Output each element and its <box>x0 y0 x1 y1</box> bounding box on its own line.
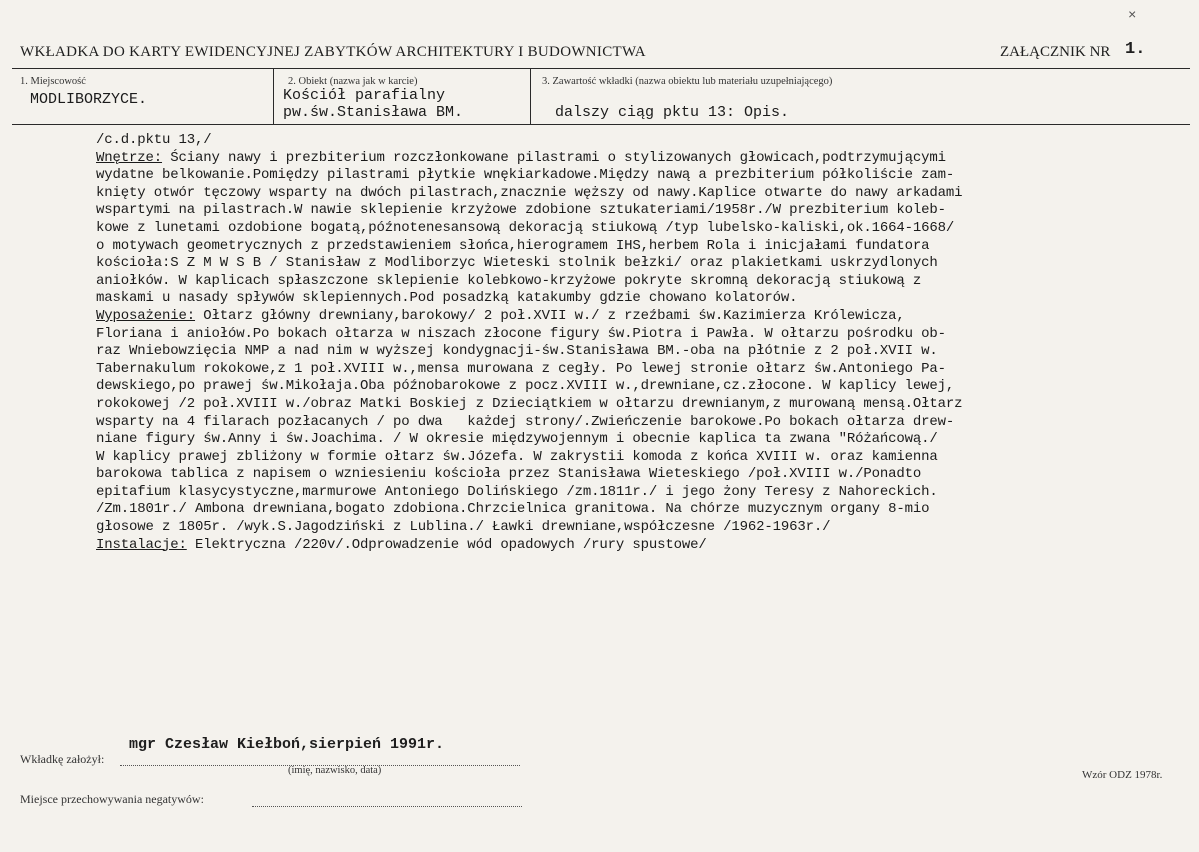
body-line: kowe z lunetami ozdobione bogatą,późnotenesansową dekoracją stiukową /typ lubelsko-kaliski,ok.1664-1668/ <box>96 219 955 236</box>
object-value-line1: Kościół parafialny <box>283 87 446 104</box>
negatives-dotted-line <box>252 805 522 807</box>
body-line: /Zm.1801r./ Ambona drewniana,bogato zdobiona.Chrzcielnica granitowa. Na chórze muzycznym organy 8-mio <box>96 501 930 518</box>
place-label: 1. Miejscowość <box>20 76 86 87</box>
field-divider-2 <box>530 68 531 124</box>
attachment-number: 1. <box>1125 40 1146 59</box>
author-signature: mgr Czesław Kiełboń,sierpień 1991r. <box>129 736 445 753</box>
body-line: Wyposażenie: Ołtarz główny drewniany,barokowy/ 2 poł.XVII w./ z rzeźbami św.Kazimierza Królewicza, <box>96 307 905 324</box>
negatives-label: Miejsce przechowywania negatywów: <box>20 792 204 806</box>
body-line: Tabernakulum rokokowe,z 1 poł.XVIII w.,mensa murowana z cegły. Po lewej stronie ołtarz św.Antoniego Pa- <box>96 360 946 377</box>
body-line: W kaplicy prawej zbliżony w formie ołtarz św.Józefa. W zakrystii komoda z końca XVIII w. oraz kamienna <box>96 448 938 465</box>
body-line: aniołków. W kaplicach spłaszczone sklepienie kolebkowo-krzyżowe pokryte skromną dekoracją stiukową z <box>96 272 922 289</box>
body-line: wsparty na 4 filarach pozłacanych / po dwa każdej strony/.Zwieńczenie barokowe.Po bokach ołtarza drew- <box>96 413 955 430</box>
body-line: epitafium klasycystyczne,marmurowe Antoniego Dolińskiego /zm.1811r./ i jego żony Teresy z Nahoreckich. <box>96 483 938 500</box>
corner-mark: × <box>1128 8 1137 24</box>
body-line: rokokowej /2 poł.XVIII w./obraz Matki Boskiej z Dzieciątkiem w ołtarzu drewnianym,z murowaną mensą.Ołtarz <box>96 395 963 412</box>
body-line: kościoła:S Z M W S B / Stanisław z Modliborzyc Wieteski stolnik bełzki/ oraz plakietkami uskrzydlonych <box>96 255 938 272</box>
body-line: barokowa tablica z napisem o wzniesieniu kościoła przez Stanisława Wieteskiego /poł.XVIII w./Ponadto <box>96 466 922 483</box>
section-heading: Instalacje: <box>96 536 187 553</box>
body-line: wspartymi na pilastrach.W nawie sklepienie krzyżowe zdobione sztukateriami/1958r./W prezbiterium koleb- <box>96 202 946 219</box>
object-value-line2: pw.św.Stanisława BM. <box>283 104 464 121</box>
content-label: 3. Zawartość wkładki (nazwa obiektu lub materiału uzupełniającego) <box>542 76 833 87</box>
body-line: Floriana i aniołów.Po bokach ołtarza w niszach złocone figury św.Piotra i Pawła. W ołtarzu pośrodku ob- <box>96 325 946 342</box>
made-by-label: Wkładkę założył: <box>20 752 105 766</box>
body-line: dewskiego,po prawej św.Mikołaja.Oba późnobarokowe z pocz.XVIII w.,drewniane,cz.złocone. W kaplicy lewej, <box>96 378 955 395</box>
body-line: niane figury św.Anny i św.Joachima. / W okresie międzywojennym i obecnie kaplica ta zwana "Różańcową./ <box>96 431 938 448</box>
body-line: raz Wniebowzięcia NMP a nad nim w wyższej kondygnacji-św.Stanisława BM.-oba na płótnie z 2 poł.XVII w. <box>96 343 938 360</box>
body-line: wydatne belkowanie.Pomiędzy pilastrami płytkie wnękiarkadowe.Między nawą a prezbiterium półkoliście zam- <box>96 167 955 184</box>
header-bottom-rule <box>12 124 1190 125</box>
description-body <box>96 132 962 554</box>
body-line: knięty otwór tęczowy wsparty na dwóch pilastrach,znacznie węższy od nawy.Kaplice otwarte do nawy arkadami <box>96 184 963 201</box>
body-line: o motywach geometrycznych z przedstawieniem słońca,hierogramem IHS,herbem Rola i inicjałami fundatora <box>96 237 930 254</box>
content-value: dalszy ciąg pktu 13: Opis. <box>555 104 790 121</box>
object-label: 2. Obiekt (nazwa jak w karcie) <box>288 76 418 87</box>
attachment-label: ZAŁĄCZNIK NR <box>1000 44 1111 60</box>
made-by-hint: (imię, nazwisko, data) <box>288 765 382 776</box>
place-value: MODLIBORZYCE. <box>30 91 148 108</box>
form-code: Wzór ODZ 1978r. <box>1082 769 1163 781</box>
body-line: Instalacje: Elektryczna /220v/.Odprowadzenie wód opadowych /rury spustowe/ <box>96 536 707 553</box>
body-line: Wnętrze: Ściany nawy i prezbiterium rozczłonkowane pilastrami o stylizowanych głowicach,podtrzymującymi <box>96 149 946 166</box>
header-top-rule <box>12 68 1190 69</box>
body-line: głosowe z 1805r. /wyk.S.Jagodziński z Lublina./ Ławki drewniane,współczesne /1962-1963r./ <box>96 519 831 536</box>
field-divider-1 <box>273 68 274 124</box>
body-line: maskami u nasady spływów sklepiennych.Pod posadzką katakumby gdzie chowano kolatorów. <box>96 290 798 307</box>
body-line: /c.d.pktu 13,/ <box>96 132 212 148</box>
card-title: WKŁADKA DO KARTY EWIDENCYJNEJ ZABYTKÓW ARCHITEKTURY I BUDOWNICTWA <box>20 44 646 60</box>
section-heading: Wnętrze: <box>96 149 163 166</box>
section-heading: Wyposażenie: <box>96 307 196 324</box>
